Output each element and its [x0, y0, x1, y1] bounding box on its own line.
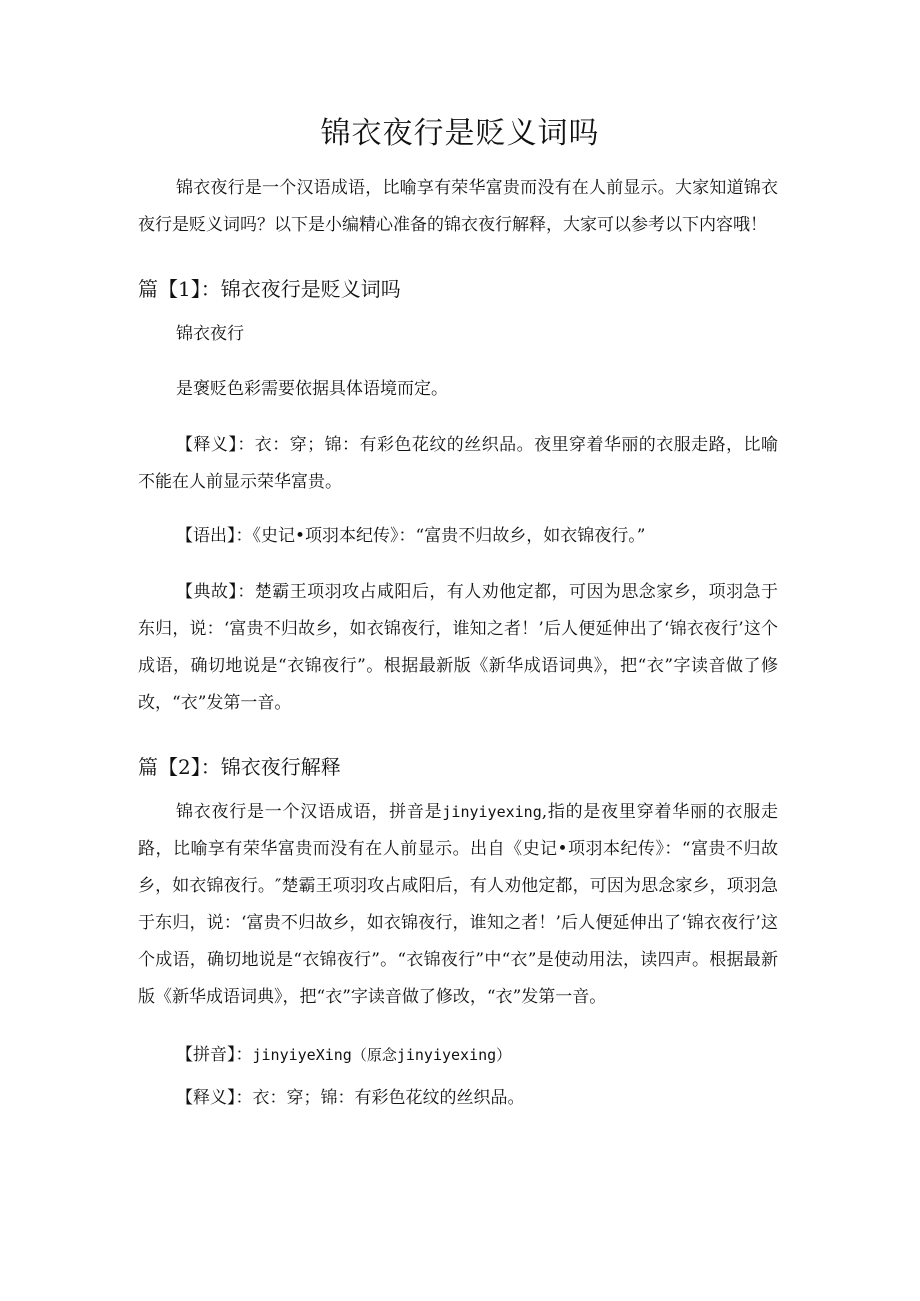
section-1-source: 【语出】：《史记•项羽本纪传》：“富贵不归故乡，如衣锦夜行。”	[176, 526, 646, 546]
section-1-story: 【典故】：楚霸王项羽攻占咸阳后，有人劝他定都，可因为思念家乡，项羽急于东归，说：‘富贵不归故乡，如衣锦夜行，谁知之者！’后人便延伸出了‘锦衣夜行’这个成语，确切地说是“衣锦夜行”。根据最新版《新华成语词典》，把“衣”字读音做了修改，“衣”发第一音。	[138, 582, 778, 713]
section-2-body-b: ,指的是夜里穿着华丽的衣服走路，比喻享有荣华富贵而没有在人前显示。出自《史记•项羽本纪传》：“富贵不归故乡，如衣锦夜行。″楚霸王项羽攻占咸阳后，有人劝他定都，可因为思念家乡，项羽急于东归，说：‘富贵不归故乡，如衣锦夜行，谁知之者！’后人便延伸出了‘锦衣夜行’这个成语，确切地说是“衣锦夜行”。“衣锦夜行”中“衣”是使动用法，读四声。根据最新版《新华成语词典》，把“衣”字读音做了修改，“衣”发第一音。	[138, 802, 779, 1007]
section-2-body-pinyin: jinyiyexing	[442, 803, 542, 821]
section-1-term: 锦衣夜行	[176, 324, 244, 344]
section-1-sentiment: 是褒贬色彩需要依据具体语境而定。	[176, 379, 448, 399]
intro-paragraph: 锦衣夜行是一个汉语成语，比喻享有荣华富贵而没有在人前显示。大家知道锦衣夜行是贬义词吗？以下是小编精心准备的锦衣夜行解释，大家可以参考以下内容哦！	[138, 178, 778, 235]
section-1-heading: 篇【1】：锦衣夜行是贬义词吗	[138, 277, 401, 301]
section-2-pinyin	[138, 1037, 778, 1074]
section-2-heading: 篇【2】：锦衣夜行解释	[138, 755, 341, 779]
page-title: 锦衣夜行是贬义词吗	[320, 116, 600, 151]
section-2-body-a: 锦衣夜行是一个汉语成语，拼音是	[176, 802, 443, 822]
section-1-meaning: 【释义】：衣：穿；锦：有彩色花纹的丝织品。夜里穿着华丽的衣服走路，比喻不能在人前显示荣华富贵。	[138, 435, 778, 492]
section-2-pinyin-label: 【拼音】：	[176, 1045, 253, 1065]
section-2-meaning: 【释义】：衣：穿；锦：有彩色花纹的丝织品。	[176, 1088, 525, 1108]
section-2-pinyin-value: jinyiyeXing（原念jinyiyexing）	[252, 1046, 512, 1064]
section-2-body	[138, 794, 778, 1016]
